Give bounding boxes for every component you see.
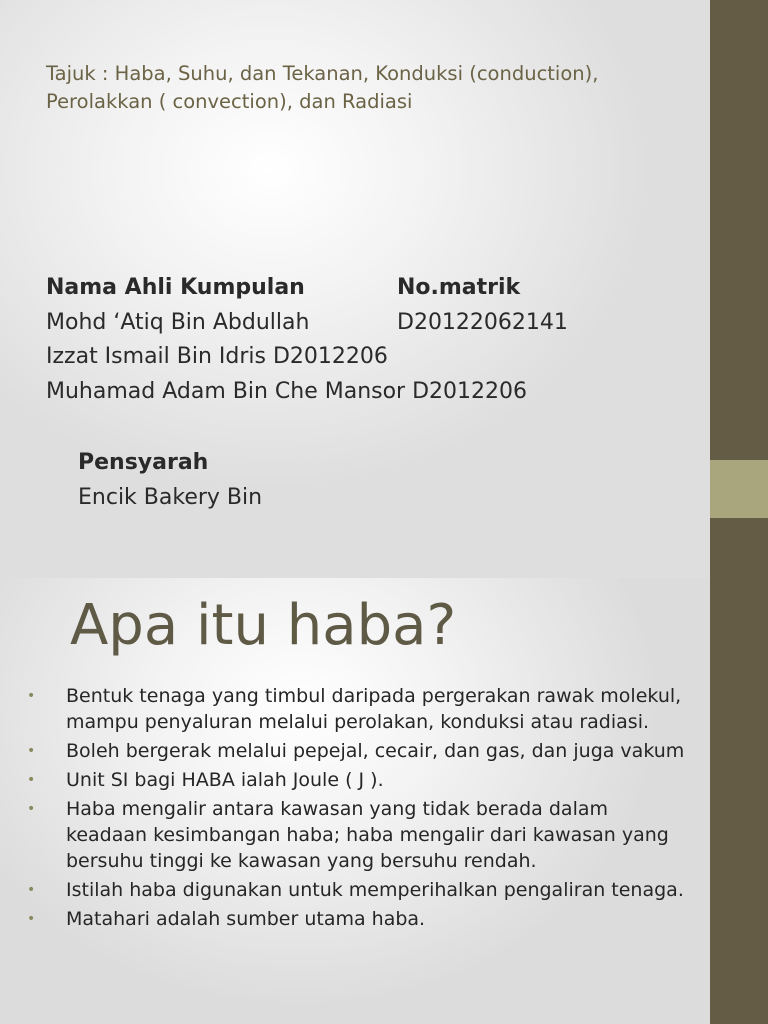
members-name-header: Nama Ahli Kumpulan [46,275,305,300]
list-item [0,906,710,932]
list-item-text: Matahari adalah sumber utama haba. [66,908,426,930]
list-item-text: Boleh bergerak melalui pepejal, cecair, dan gas, dan juga vakum [66,740,685,762]
sidebar-decoration-bottom [710,518,768,1024]
members-header-row [46,271,568,306]
list-item [0,796,710,874]
list-item [0,683,710,735]
list-item [0,767,710,793]
members-matric-header: No.matrik [397,275,521,300]
member-row [46,306,568,341]
bullet-list [0,683,710,935]
list-item-text: Haba mengalir antara kawasan yang tidak berada dalam keadaan kesimbangan haba; haba mengalir dari kawasan yang bersuhu tinggi ke kawasan yang bersuhu rendah. [66,798,669,872]
bullet-icon: • [27,911,36,927]
list-item-text: Bentuk tenaga yang timbul daripada pergerakan rawak molekul, mampu penyaluran melalui perolakan, konduksi atau radiasi. [66,685,682,733]
content-slide [0,578,710,1024]
bullet-icon: • [27,801,36,817]
group-members-table [46,271,568,409]
list-item [0,877,710,903]
list-item [0,738,710,764]
sidebar-decoration-top [710,0,768,460]
bullet-icon: • [27,882,36,898]
lecturer-block [78,445,262,515]
bullet-icon: • [27,688,36,704]
bullet-icon: • [27,772,36,788]
member-row: Muhamad Adam Bin Che Mansor D2012206 [46,378,528,404]
member-matric: D20122062141 [397,309,568,335]
slide-topic-title: Tajuk : Haba, Suhu, dan Tekanan, Konduksi (conduction), Perolakkan ( convection), dan Radiasi [46,62,599,113]
member-name: Mohd ‘Atiq Bin Abdullah [46,309,310,335]
slide-heading: Apa itu haba? [70,593,457,658]
list-item-text: Istilah haba digunakan untuk memperihalkan pengaliran tenaga. [66,879,684,901]
list-item-text: Unit SI bagi HABA ialah Joule ( J ). [66,769,384,791]
member-row: Izzat Ismail Bin Idris D2012206 [46,344,388,369]
bullet-icon: • [27,743,36,759]
sidebar-accent-block [710,460,768,518]
lecturer-name: Encik Bakery Bin [78,485,263,510]
lecturer-header: Pensyarah [78,450,209,475]
